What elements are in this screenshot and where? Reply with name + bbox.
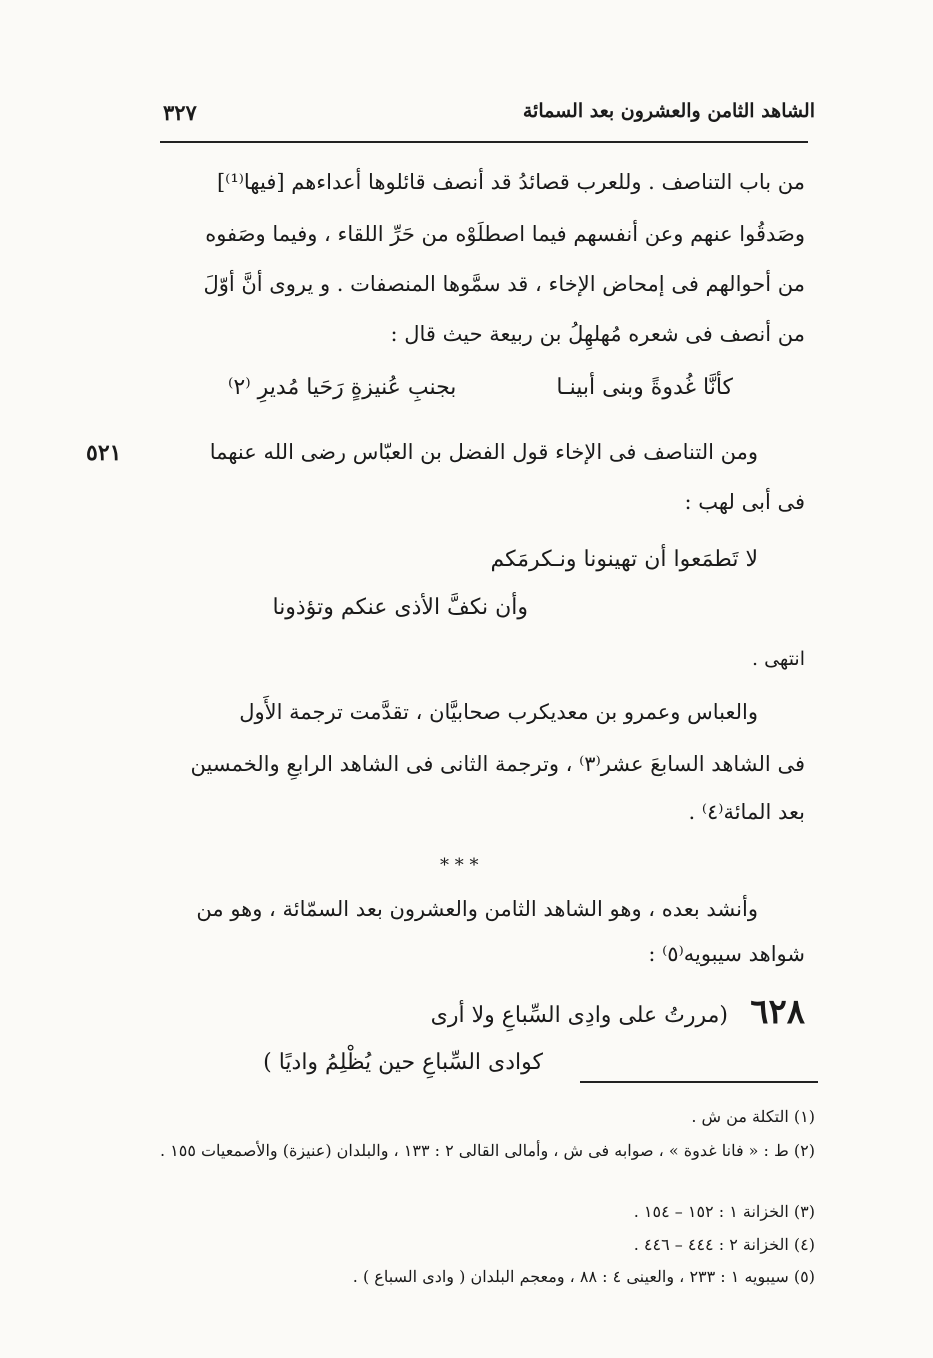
body-line: وصَدقُوا عنهم وعن أنفسهم فيما اصطلَوْه من حَرِّ اللقاء ، وفيما وصَفوه — [205, 222, 805, 246]
page-number: ٣٢٧ — [163, 100, 197, 125]
footnote: (٢) ط : « فانا غدوة » ، صوابه فى ش ، وأمالى القالى ٢ : ١٣٣ ، والبلدان (عنيزة) والأصمعيات ١٥٥ . — [159, 1141, 815, 1160]
entry-number: ٦٢٨ — [750, 992, 805, 1032]
footnote-divider — [580, 1081, 818, 1083]
verse-line: (مررتُ على وادِى السِّباعِ ولا أرى — [430, 1003, 728, 1028]
verse-hemistich-right: كأنَّا غُدوةً وبنى أبينـا — [556, 375, 733, 400]
body-line: والعباس وعمرو بن معديكرب صحابيَّان ، تقدَّمت ترجمة الأَول — [239, 700, 758, 724]
body-line: من باب التناصف . وللعرب قصائدُ قد أنصف قائلوها أعداءهم [فيها⁽¹⁾] — [216, 170, 805, 194]
body-line: فى أبى لهب : — [684, 490, 805, 514]
footnote: (٣) الخزانة ١ : ١٥٢ – ١٥٤ . — [633, 1202, 815, 1221]
header-divider — [160, 141, 808, 143]
verse-line: كوادى السِّباعِ حين يُظْلِمُ واديًا ) — [263, 1050, 543, 1075]
footnote: (٤) الخزانة ٢ : ٤٤٤ – ٤٤٦ . — [633, 1235, 815, 1254]
body-line: ومن التناصف فى الإخاء قول الفضل بن العبّاس رضى الله عنهما — [209, 440, 758, 464]
body-line: وأنشد بعده ، وهو الشاهد الثامن والعشرون بعد السمّائة ، وهو من — [196, 897, 758, 921]
body-line: من أنصف فى شعره مُهلهِلُ بن ربيعة حيث قال : — [390, 322, 805, 346]
end-marker: انتهى . — [752, 648, 805, 670]
margin-number: ٥٢١ — [86, 440, 122, 466]
footnote: (٥) سيبويه ١ : ٢٣٣ ، والعينى ٤ : ٨٨ ، ومعجم البلدان ( وادى السباع ) . — [352, 1267, 815, 1286]
verse-line: وأن نكفَّ الأذى عنكم وتؤذونا — [272, 595, 528, 620]
section-separator: * * * — [440, 855, 479, 876]
body-line: شواهد سيبويه⁽٥⁾ : — [648, 942, 805, 966]
running-header-title: الشاهد الثامن والعشرون بعد السمائة — [522, 100, 815, 122]
body-line: بعد المائة⁽٤⁾ . — [688, 800, 805, 824]
footnote: (١) التكلة من ش . — [691, 1107, 815, 1126]
verse-line: لا تَطمَعوا أن تهينونا ونـكرمَكم — [490, 547, 758, 572]
body-line: من أحوالهم فى إمحاض الإخاء ، قد سمَّوها المنصفات . و يروى أنَّ أوّلَ — [203, 272, 805, 296]
body-line: فى الشاهد السابعَ عشر⁽٣⁾ ، وترجمة الثانى فى الشاهد الرابعِ والخمسين — [190, 752, 805, 776]
verse-hemistich-left: بجنبِ عُنيزةٍ رَحَيا مُديرِ ⁽٢⁾ — [228, 375, 457, 400]
